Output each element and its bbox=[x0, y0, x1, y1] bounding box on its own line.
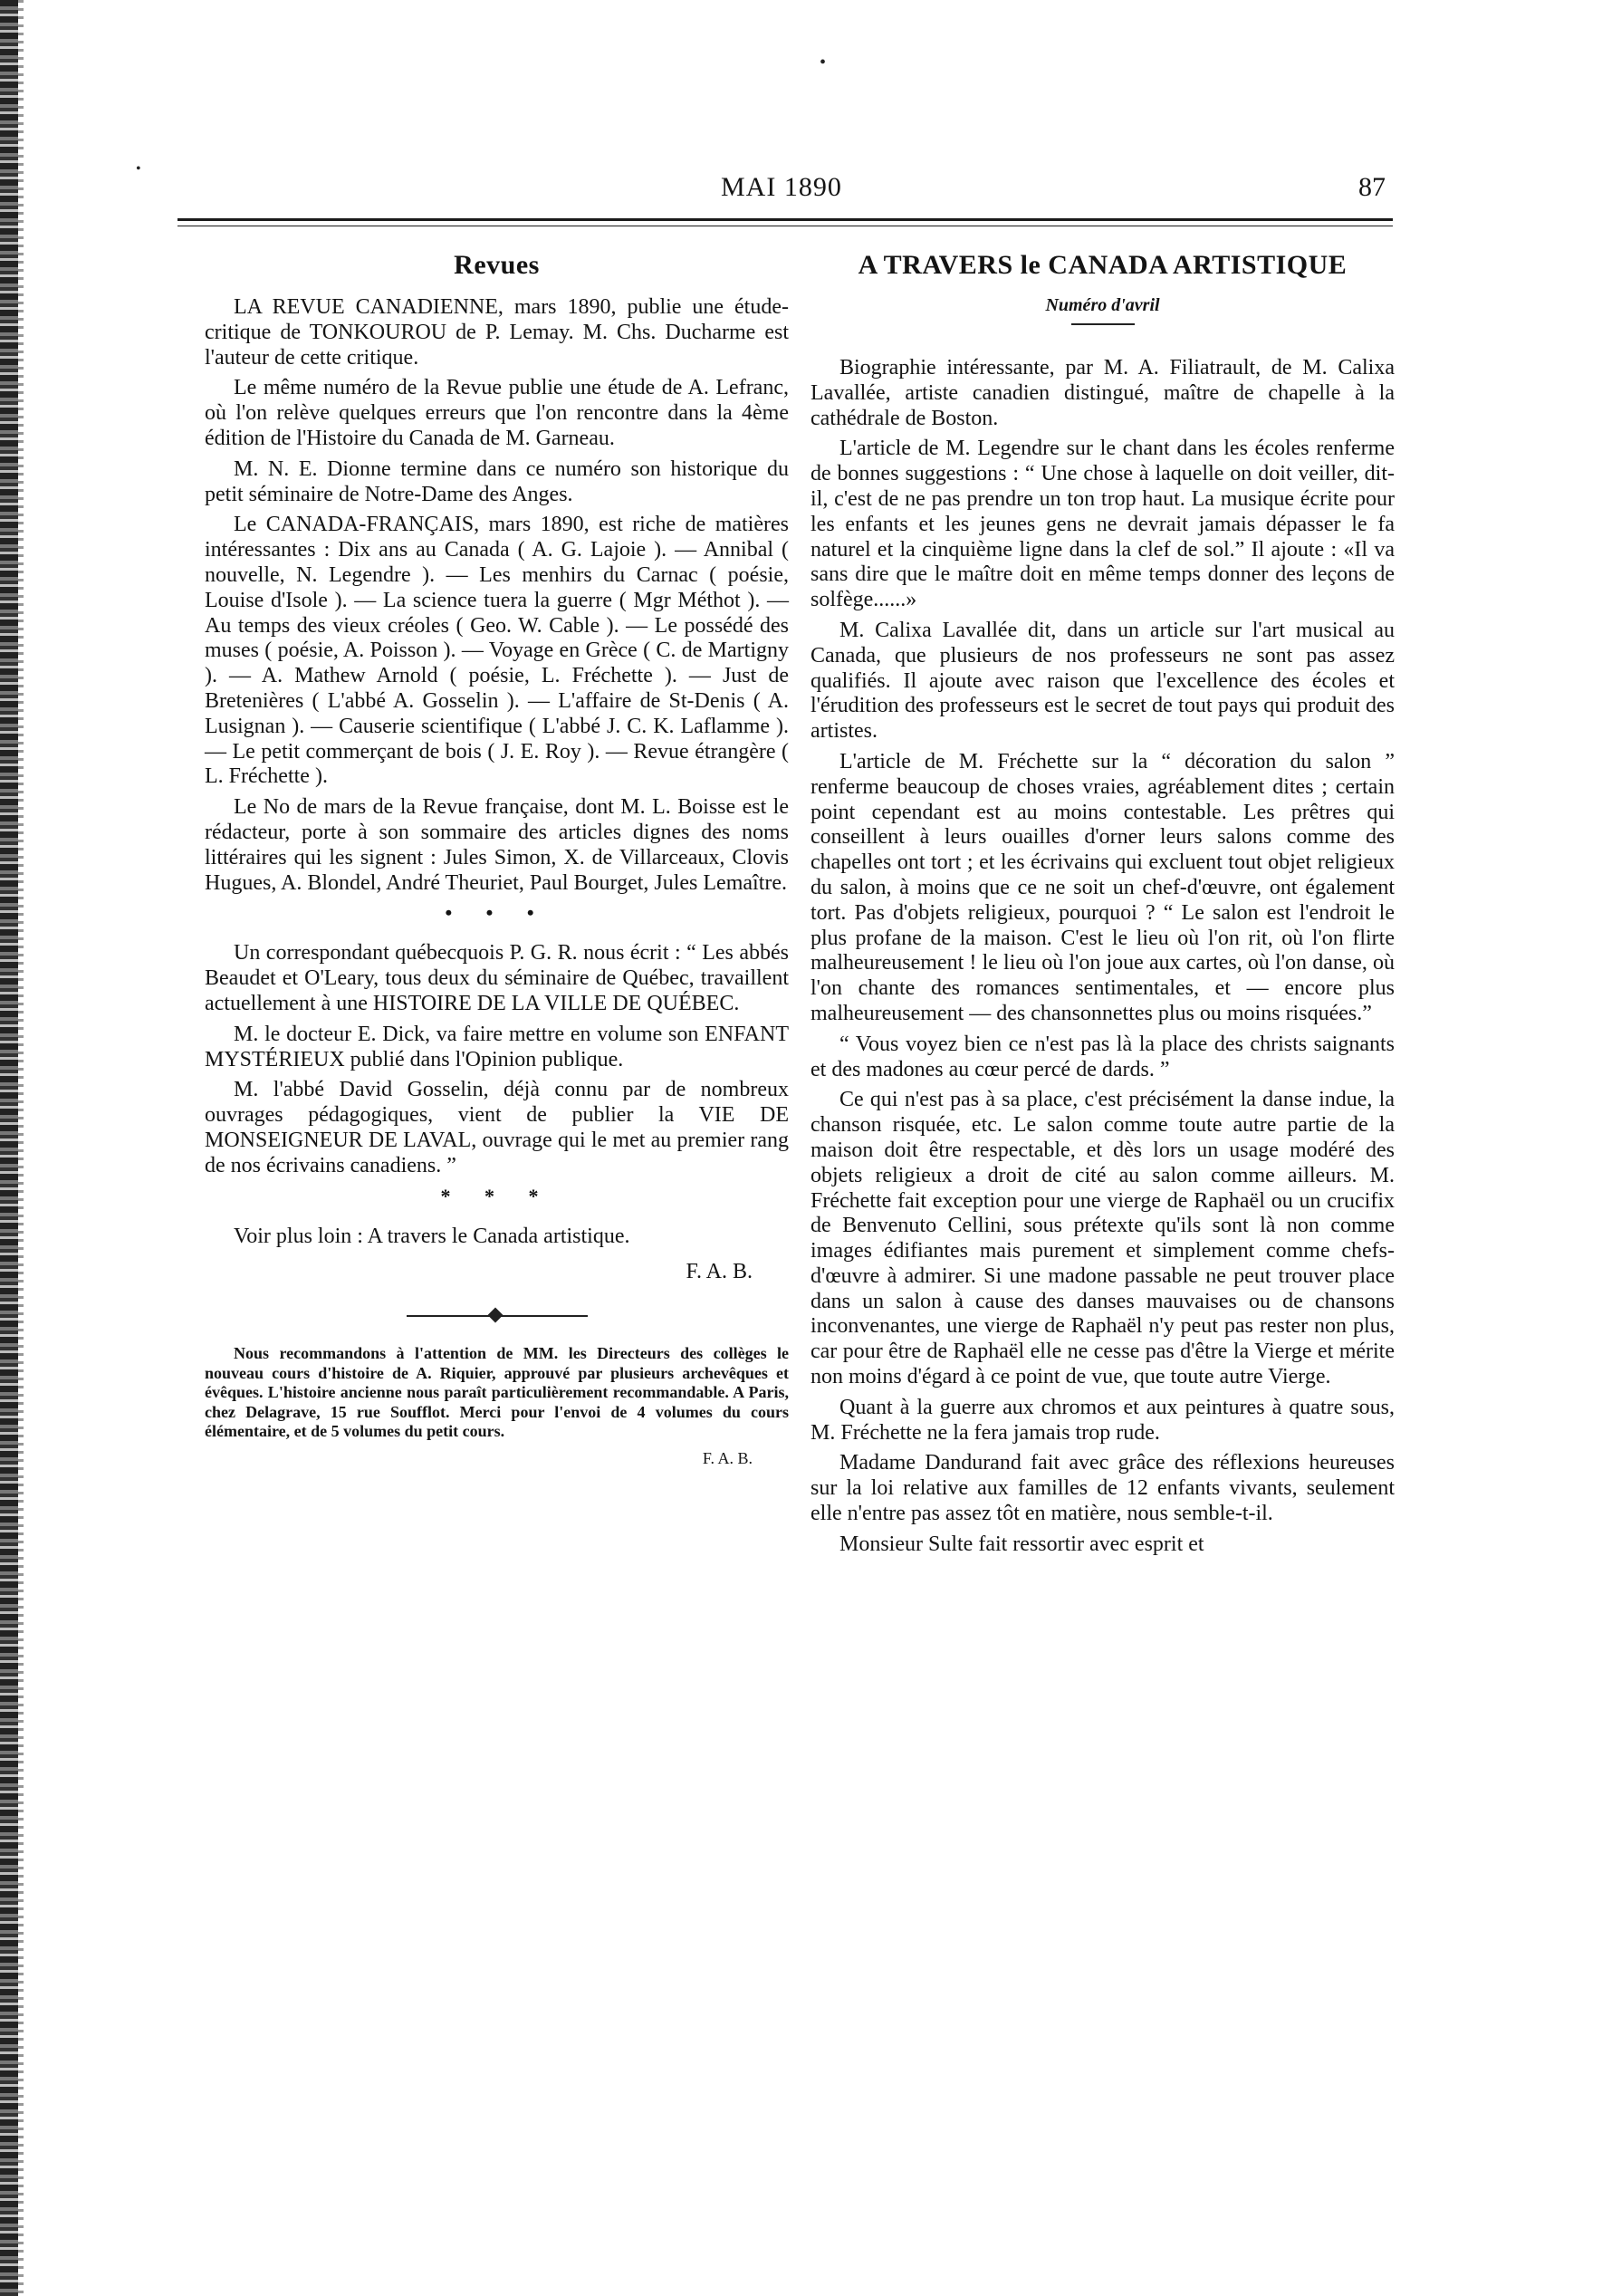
paragraph: Biographie intéressante, par M. A. Filiatrault, de M. Calixa Lavallée, artiste canadien distingué, maître de chapelle à la cathédrale de Boston. bbox=[810, 356, 1395, 430]
paragraph: LA REVUE CANADIENNE, mars 1890, publie une étude-critique de TONKOUROU de P. Lemay. M. Chs. Ducharme est l'auteur de cette critique. bbox=[205, 295, 789, 370]
ink-speck: • bbox=[820, 53, 827, 72]
paragraph: Madame Dandurand fait avec grâce des réflexions heureuses sur la loi relative aux familles de 12 enfants vivants, seulement elle n'entre pas assez tôt en matière, nous semble-t-il. bbox=[810, 1451, 1395, 1526]
section-title-revues: Revues bbox=[454, 250, 540, 280]
paragraph: L'article de M. Legendre sur le chant dans les écoles renferme de bonnes suggestions : “ Une chose à laquelle on doit veiller, dit-il, c'est de ne pas prendre un ton trop haut. La musique écrite pour les enfants et les jeunes gens ne devrait jamais dépasser le fa naturel et la cinquième ligne dans la clef de sol.” Il ajoute : «Il va sans dire que le maître doit en même temps donner des leçons de solfège......» bbox=[810, 437, 1395, 612]
paragraph: M. le docteur E. Dick, va faire mettre en volume son ENFANT MYSTÉRIEUX publié dans l'Opinion publique. bbox=[205, 1022, 789, 1071]
paragraph: Un correspondant québecquois P. G. R. nous écrit : “ Les abbés Beaudet et O'Leary, tous deux du séminaire de Québec, travaillent actuellement à une HISTOIRE DE LA VILLE DE QUÉBEC. bbox=[205, 941, 789, 1015]
footnote: Nous recommandons à l'attention de MM. les Directeurs des collèges le nouveau cours d'histoire de A. Riquier, approuvé par plusieurs archevêques et évêques. L'histoire ancienne nous paraît particulièrement recommandable. A Paris, chez Delagrave, 15 rue Soufflot. Merci pour l'envoi de 4 volumes du cours élémentaire, et de 5 volumes du petit cours. bbox=[205, 1344, 789, 1441]
paragraph: Monsieur Sulte fait ressortir avec esprit et bbox=[839, 1532, 1204, 1556]
paragraph: L'article de M. Fréchette sur la “ décoration du salon ” renferme beaucoup de choses vraies, agréablement dites ; certain point cependant est au moins contestable. Les prêtres qui conseillent à leurs ouailles d'orner leurs salons comme des chapelles ont tort ; et les écrivains qui excluent tout objet religieux du salon, à moins que ce ne soit un chef-d'œuvre, ont également tort. Pas d'objets religieux, pourquoi ? “ Le salon est l'endroit le plus profane de la maison. C'est le lieu où l'on rit, où l'on flirte malheureusement ! le lieu où l'on joue aux cartes, où l'on danse, où l'on chante des romances sentimentales, et — encore plus malheureusement — des chansonnettes plus ou moins risquées.” bbox=[810, 749, 1395, 1025]
signature: F. A. B. bbox=[686, 1260, 753, 1284]
paragraph: M. N. E. Dionne termine dans ce numéro son historique du petit séminaire de Notre-Dame des Anges. bbox=[205, 456, 789, 506]
page-number: 87 bbox=[1358, 172, 1386, 202]
section-subtitle: Numéro d'avril bbox=[1045, 295, 1160, 315]
book-spine-edge bbox=[0, 0, 18, 2296]
section-separator: * * * bbox=[440, 1184, 553, 1207]
paragraph: Voir plus loin : A travers le Canada artistique. bbox=[234, 1224, 630, 1248]
paragraph: Quant à la guerre aux chromos et aux peintures à quatre sous, M. Fréchette ne la fera jamais trop rude. bbox=[810, 1395, 1395, 1445]
page-gutter-shadow bbox=[18, 0, 24, 2296]
ink-speck: • bbox=[136, 161, 141, 177]
paragraph: Le No de mars de la Revue française, dont M. L. Boisse est le rédacteur, porte à son sommaire des articles dignes des noms littéraires qui les signent : Jules Simon, X. de Villarceaux, Clovis Hugues, A. Blondel, André Theuriet, Paul Bourget, Jules Lemaître. bbox=[205, 795, 789, 895]
paragraph: “ Vous voyez bien ce n'est pas là la place des christs saignants et des madones au cœur percé de dards. ” bbox=[810, 1032, 1395, 1081]
right-column bbox=[810, 250, 1395, 1563]
paragraph: Ce qui n'est pas à sa place, c'est précisément la danse indue, la chanson risquée, etc. Le salon comme toute autre partie de la maison doit être respectable, et dès lors un usage modéré des objets religieux a droit de cité au salon comme ailleurs. M. Fréchette fait exception pour une vierge de Raphaël ou un crucifix de Benvenuto Cellini, sous prétexte qu'ils sont là non comme images édifiantes mais purement et simplement comme chefs-d'œuvre à admirer. Si une madone passable ne peut trouver place dans un salon à cause des danses mauvaises ou de chansons inconvenantes, une vierge de Raphaël n'y peut pas rester non plus, car pour être de Raphaël elle ne cesse pas d'être la Vierge et mérite non moins d'égard à ce point de vue, que toute autre Vierge. bbox=[810, 1088, 1395, 1389]
header-rule bbox=[177, 218, 1393, 221]
section-separator: • • • bbox=[445, 901, 549, 925]
paragraph: M. l'abbé David Gosselin, déjà connu par de nombreux ouvrages pédagogiques, vient de publier la VIE DE MONSEIGNEUR DE LAVAL, ouvrage qui le met au premier rang de nos écrivains canadiens. ” bbox=[205, 1078, 789, 1177]
ornamental-rule bbox=[407, 1315, 588, 1317]
subtitle-rule bbox=[1071, 323, 1135, 325]
section-title-canada-artistique: A TRAVERS le CANADA ARTISTIQUE bbox=[858, 250, 1348, 280]
footnote-signature: F. A. B. bbox=[702, 1448, 753, 1467]
paragraph: Le même numéro de la Revue publie une étude de A. Lefranc, où l'on relève quelques erreurs que l'on rencontre dans la 4ème édition de l'Histoire du Canada de M. Garneau. bbox=[205, 376, 789, 450]
paragraph: Le CANADA-FRANÇAIS, mars 1890, est riche de matières intéressantes : Dix ans au Canada ( A. G. Lajoie ). — Annibal ( nouvelle, N. Legendre ). — Les menhirs du Carnac ( poésie, Louise d'Isole ). — La science tuera la guerre ( Mgr Méthot ). — Au temps des vieux créoles ( Geo. W. Cable ). — Le possédé des muses ( poésie, A. Poisson ). — Voyage en Grèce ( C. de Martigny ). — A. Mathew Arnold ( poésie, L. Fréchette ). — Just de Bretenières ( L'abbé A. Gosselin ). — L'affaire de St-Denis ( A. Lusignan ). — Causerie scientifique ( L'abbé J. C. K. Laflamme ). — Le petit commerçant de bois ( J. E. Roy ). — Revue étrangère ( L. Fréchette ). bbox=[205, 513, 789, 789]
paragraph: M. Calixa Lavallée dit, dans un article sur l'art musical au Canada, que plusieurs de nos professeurs ne sont pas assez qualifiés. Il ajoute avec raison que l'excellence des écoles et l'érudition des professeurs est le secret de tout pays qui produit des artistes. bbox=[810, 618, 1395, 744]
running-header-date: MAI 1890 bbox=[721, 172, 842, 202]
left-column bbox=[205, 250, 789, 1468]
